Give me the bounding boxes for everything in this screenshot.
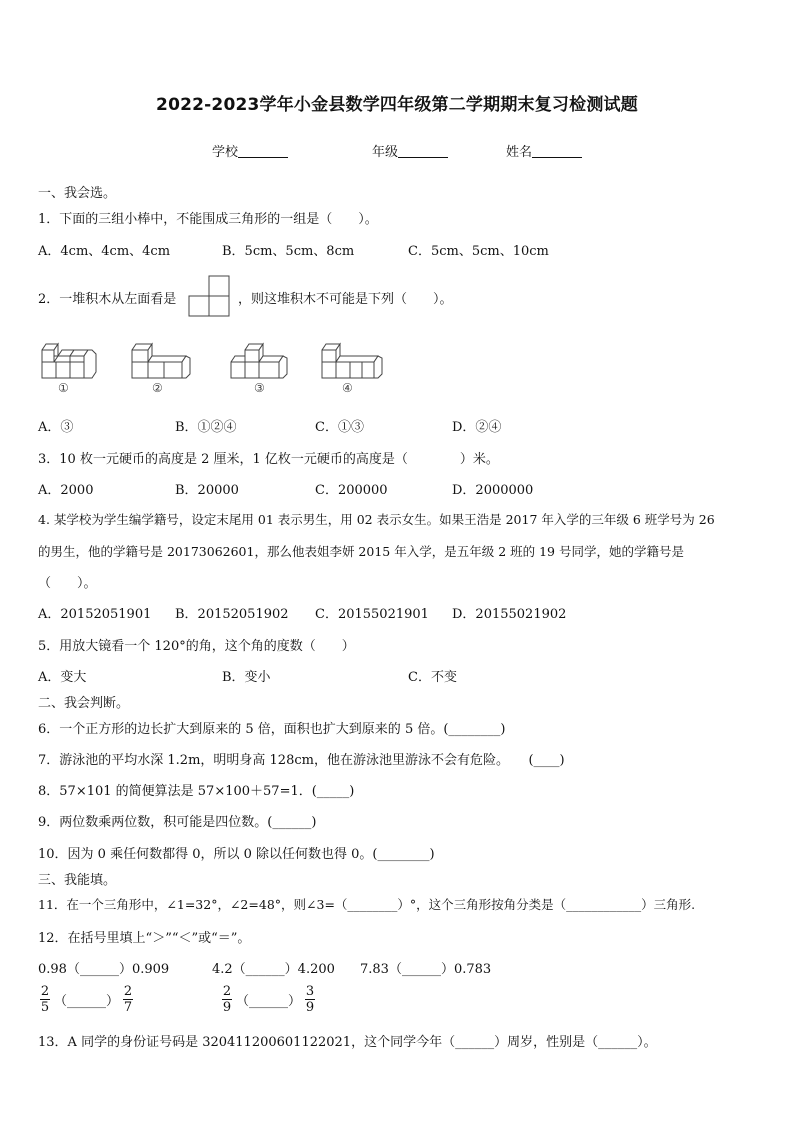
question-2-suffix: ，则这堆积木不可能是下列（ ）。 (238, 292, 453, 307)
fraction-3-9: $\frac{3}{9}$ (305, 984, 315, 1015)
question-7: 7．游泳池的平均水深 1.2m，明明身高 128cm，他在游泳池里游泳不会有危险。 (____) (38, 753, 565, 768)
q1-option-a[interactable]: A．4cm、4cm、4cm (38, 244, 171, 259)
figure-1-label: ① (58, 381, 69, 395)
q5-option-c[interactable]: C．不变 (408, 670, 457, 685)
question-11: 11．在一个三角形中，∠1=32°，∠2=48°，则∠3=（________）°，这个三角形按角分类是（____________）三角形. (38, 897, 696, 912)
fraction-2-9: $\frac{2}{9}$ (222, 984, 232, 1015)
question-1: 1．下面的三组小棒中，不能围成三角形的一组是（ ）。 (38, 212, 378, 227)
compare-2[interactable]: 4.2（______）4.200 (212, 962, 335, 977)
q4-option-b[interactable]: B．20152051902 (175, 607, 289, 622)
question-13: 13．A 同学的身份证号码是 320411200601122021，这个同学今年（______）周岁，性别是（______）。 (38, 1035, 657, 1050)
grade-blank[interactable] (398, 143, 448, 158)
grade-label: 年级 (372, 145, 399, 160)
section-3-heading: 三、我能填。 (38, 873, 117, 888)
name-field[interactable] (506, 141, 582, 160)
question-12: 12．在括号里填上“＞”“＜”或“＝”。 (38, 931, 251, 946)
grade-field[interactable] (372, 141, 448, 160)
question-2-prefix: 2．一堆积木从左面看是 (38, 292, 177, 307)
q3-option-d[interactable]: D．2000000 (452, 483, 534, 498)
page-title: 2022-2023学年小金县数学四年级第二学期期末复习检测试题 (156, 95, 638, 115)
q4-option-d[interactable]: D．20155021902 (452, 607, 567, 622)
name-label: 姓名 (506, 145, 533, 160)
q3-option-b[interactable]: B．20000 (175, 483, 239, 498)
block-figure-3 (229, 340, 293, 382)
q3-option-c[interactable]: C．200000 (315, 483, 388, 498)
name-blank[interactable] (532, 143, 582, 158)
q2-option-c[interactable]: C．①③ (315, 420, 364, 435)
question-4-line-1: 4. 某学校为学生编学籍号，设定末尾用 01 表示男生，用 02 表示女生。如果王浩是 2017 年入学的三年级 6 班学号为 26 (38, 512, 715, 527)
left-view-figure (188, 276, 234, 318)
q1-option-b[interactable]: B．5cm、5cm、8cm (222, 244, 355, 259)
q5-option-a[interactable]: A．变大 (38, 670, 87, 685)
q5-option-b[interactable]: B．变小 (222, 670, 271, 685)
fraction-2-7: $\frac{2}{7}$ (123, 984, 133, 1015)
compare-5-blank[interactable]: （______） (236, 994, 302, 1009)
block-figure-4 (320, 340, 386, 382)
school-blank[interactable] (238, 143, 288, 158)
school-field[interactable] (212, 141, 288, 160)
section-1-heading: 一、我会选。 (38, 186, 117, 201)
block-figure-2 (130, 340, 196, 382)
q4-option-a[interactable]: A．20152051901 (38, 607, 152, 622)
block-figure-1 (40, 340, 100, 382)
fraction-2-5: $\frac{2}{5}$ (40, 984, 50, 1015)
section-2-heading: 二、我会判断。 (38, 696, 130, 711)
figure-4-label: ④ (342, 381, 353, 395)
question-8: 8．57×101 的简便算法是 57×100＋57=1．(_____) (38, 784, 355, 799)
q2-option-b[interactable]: B．①②④ (175, 420, 237, 435)
compare-1[interactable]: 0.98（______）0.909 (38, 962, 170, 977)
question-4-line-2: 的男生，他的学籍号是 20173062601，那么他表姐李妍 2015 年入学，是五年级 2 班的 19 号同学，她的学籍号是 (38, 544, 684, 559)
question-5: 5．用放大镜看一个 120°的角，这个角的度数（ ） (38, 639, 355, 654)
q1-option-c[interactable]: C．5cm、5cm、10cm (408, 244, 549, 259)
q2-option-d[interactable]: D．②④ (452, 420, 502, 435)
question-4-line-3: （ ）。 (38, 576, 97, 591)
q3-option-a[interactable]: A．2000 (38, 483, 94, 498)
question-3: 3．10 枚一元硬币的高度是 2 厘米，1 亿枚一元硬币的高度是（ ）米。 (38, 452, 499, 467)
compare-5[interactable] (222, 984, 315, 1015)
school-label: 学校 (212, 145, 239, 160)
q2-option-a[interactable]: A．③ (38, 420, 74, 435)
compare-4-blank[interactable]: （______） (54, 994, 120, 1009)
question-9: 9．两位数乘两位数，积可能是四位数。(______) (38, 815, 317, 830)
figure-2-label: ② (152, 381, 163, 395)
figure-3-label: ③ (254, 381, 265, 395)
compare-3[interactable]: 7.83（______）0.783 (360, 962, 492, 977)
compare-4[interactable] (40, 984, 133, 1015)
question-6: 6．一个正方形的边长扩大到原来的 5 倍，面积也扩大到原来的 5 倍。(________) (38, 722, 506, 737)
question-10: 10．因为 0 乘任何数都得 0，所以 0 除以任何数也得 0。(________) (38, 847, 435, 862)
q4-option-c[interactable]: C．20155021901 (315, 607, 429, 622)
